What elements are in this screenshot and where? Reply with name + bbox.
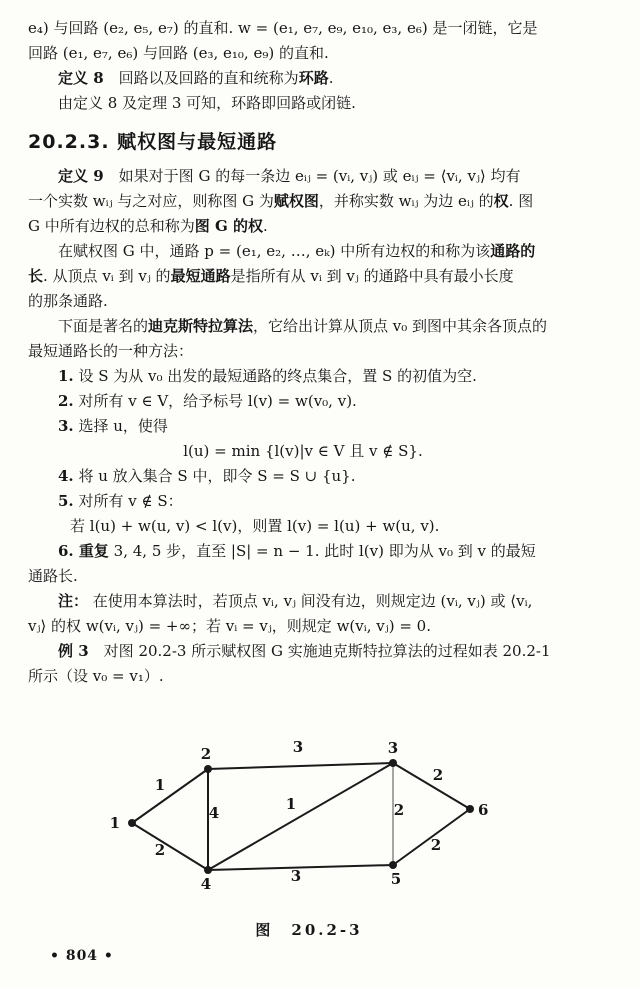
text-line xyxy=(28,189,618,214)
text-line xyxy=(28,664,618,689)
text-segment: 对所有 v ∈ V，给予标号 l(v) = w(v₀, v). xyxy=(73,392,357,410)
vertex-label: 2 xyxy=(200,745,212,763)
graph-edge-1-4 xyxy=(132,823,208,870)
text-line xyxy=(28,614,618,639)
graph-edge-2-3 xyxy=(208,763,393,769)
graph-vertex-dot xyxy=(204,765,212,773)
text-line xyxy=(28,539,618,564)
text-segment: 如果对于图 G 的每一条边 eᵢⱼ = (vᵢ, vⱼ) 或 eᵢⱼ = ⟨vᵢ, vⱼ⟩ 均有 xyxy=(103,167,521,185)
text-segment: . 从顶点 vᵢ 到 vⱼ 的 xyxy=(43,267,171,285)
figure-weighted-graph xyxy=(0,718,640,918)
section-heading xyxy=(28,129,618,155)
text-line xyxy=(28,639,618,664)
text-line xyxy=(28,214,618,239)
text-segment: 对图 20.2-3 所示赋权图 G 实施迪克斯特拉算法的过程如表 20.2-1 xyxy=(88,642,551,660)
figure-caption: 图 20.2-3 xyxy=(255,921,363,939)
text-segment: ，并称实数 wᵢⱼ 为边 eᵢⱼ 的 xyxy=(318,192,494,210)
vertex-label: 5 xyxy=(390,870,402,888)
text-segment: 若 l(u) + w(u, v) < l(v)，则置 l(v) = l(u) + w(u, v). xyxy=(70,517,440,535)
text-segment: 所示（设 v₀ = v₁）. xyxy=(28,667,164,685)
text-segment: 最短通路长的一种方法： xyxy=(28,342,194,360)
text-line xyxy=(28,439,618,464)
text-segment: . xyxy=(263,217,268,235)
edge-weight-label: 2 xyxy=(154,841,166,859)
text-segment: 设 S 为从 v₀ 出发的最短通路的终点集合，置 S 的初值为空. xyxy=(73,367,477,385)
vertex-label: 4 xyxy=(200,875,212,893)
text-segment: 6. 重复 xyxy=(58,542,109,560)
text-segment: 在使用本算法时，若顶点 vᵢ, vⱼ 间没有边，则规定边 (vᵢ, vⱼ) 或 ⟨vᵢ, xyxy=(88,592,533,610)
text-segment: 定义 9 xyxy=(58,167,104,185)
text-segment: 通路长. xyxy=(28,567,78,585)
text-segment: 例 3 xyxy=(58,642,89,660)
vertex-label: 6 xyxy=(478,801,489,819)
text-segment: 1. xyxy=(58,367,74,385)
text-line xyxy=(28,464,618,489)
text-segment: 最短通路 xyxy=(170,267,231,285)
text-segment: 通路的 xyxy=(490,242,536,260)
text-segment: 将 u 放入集合 S 中，即令 S = S ∪ {u}. xyxy=(73,467,356,485)
text-segment: 环路 xyxy=(298,69,329,87)
text-line xyxy=(28,264,618,289)
text-line xyxy=(28,514,618,539)
text-line xyxy=(28,389,618,414)
graph-vertex-dot xyxy=(389,759,397,767)
text-line xyxy=(28,289,618,314)
text-segment: 由定义 8 及定理 3 可知，环路即回路或闭链. xyxy=(58,94,356,112)
text-segment: . 图 xyxy=(508,192,534,210)
text-segment: 回路以及回路的直和统称为 xyxy=(103,69,299,87)
page-number: • 804 • xyxy=(50,948,114,964)
text-segment: . xyxy=(328,69,334,87)
edge-weight-label: 4 xyxy=(208,804,220,822)
text-segment: 2. xyxy=(58,392,74,410)
text-line xyxy=(28,91,618,116)
text-segment: 下面是著名的 xyxy=(58,317,149,335)
text-segment: 选择 u，使得 xyxy=(73,417,168,435)
text-line xyxy=(28,364,618,389)
text-line xyxy=(28,339,618,364)
edge-weight-label: 2 xyxy=(432,766,444,784)
text-segment: 5. xyxy=(58,492,74,510)
text-segment: 4. xyxy=(58,467,74,485)
graph-edge-1-2 xyxy=(132,769,208,823)
text-line xyxy=(28,589,618,614)
edge-weight-label: 2 xyxy=(430,836,442,854)
text-segment: 3, 4, 5 步，直至 |S| = n − 1. 此时 l(v) 即为从 v₀ 到 v 的最短 xyxy=(108,542,536,560)
text-segment: 3. xyxy=(58,417,74,435)
text-segment: 的那条通路. xyxy=(28,292,108,310)
text-line xyxy=(28,66,618,91)
text-segment: ，它给出计算从顶点 v₀ 到图中其余各顶点的 xyxy=(253,317,548,335)
text-segment: 定义 8 xyxy=(58,69,104,87)
graph-edge-3-6 xyxy=(393,763,470,809)
text-line xyxy=(28,41,618,66)
graph-vertex-dot xyxy=(204,866,212,874)
text-segment: l(u) = min {l(v)|v ∈ V 且 v ∉ S}. xyxy=(183,442,423,460)
graph-vertex-dot xyxy=(466,805,474,813)
text-segment: 对所有 v ∉ S： xyxy=(73,492,183,510)
vertex-label: 1 xyxy=(109,814,120,832)
text-line xyxy=(28,489,618,514)
text-line xyxy=(28,16,618,41)
text-segment: 迪克斯特拉算法 xyxy=(148,317,254,335)
text-segment: 权 xyxy=(493,192,509,210)
edge-weight-label: 2 xyxy=(393,801,405,819)
edge-weight-label: 1 xyxy=(285,795,297,813)
text-segment: 是指所有从 vᵢ 到 vⱼ 的通路中具有最小长度 xyxy=(230,267,514,285)
text-segment: vⱼ⟩ 的权 w(vᵢ, vⱼ) = +∞；若 vᵢ = vⱼ，则规定 w(vᵢ, vⱼ) = 0. xyxy=(28,617,431,635)
text-segment: 注： xyxy=(58,592,89,610)
text-segment: 回路 (e₁, e₇, e₆) 与回路 (e₃, e₁₀, e₉) 的直和. xyxy=(28,44,329,62)
vertex-label: 3 xyxy=(387,739,399,757)
graph-vertex-dot xyxy=(389,861,397,869)
text-line xyxy=(28,314,618,339)
text-column xyxy=(28,16,618,689)
text-segment: 一个实数 wᵢⱼ 与之对应，则称图 G 为 xyxy=(28,192,274,210)
text-line xyxy=(28,239,618,264)
text-segment: 20.2.3. 赋权图与最短通路 xyxy=(28,131,278,153)
text-segment: 长 xyxy=(28,267,44,285)
text-segment: 在赋权图 G 中，通路 p = (e₁, e₂, …, eₖ) 中所有边权的和称为该 xyxy=(58,242,491,260)
edge-weight-label: 1 xyxy=(154,776,166,794)
graph-edge-3-4 xyxy=(208,763,393,870)
text-segment: 图 G 的权 xyxy=(194,217,264,235)
text-line xyxy=(28,164,618,189)
text-segment: 赋权图 xyxy=(273,192,319,210)
edge-weight-label: 3 xyxy=(290,867,302,885)
text-segment: e₄) 与回路 (e₂, e₅, e₇) 的直和. w = (e₁, e₇, e₉, e₁₀, e₃, e₆) 是一闭链，它是 xyxy=(28,19,538,37)
text-line xyxy=(28,414,618,439)
text-line xyxy=(28,564,618,589)
text-segment: G 中所有边权的总和称为 xyxy=(28,217,195,235)
edge-weight-label: 3 xyxy=(292,738,304,756)
graph-vertex-dot xyxy=(128,819,136,827)
